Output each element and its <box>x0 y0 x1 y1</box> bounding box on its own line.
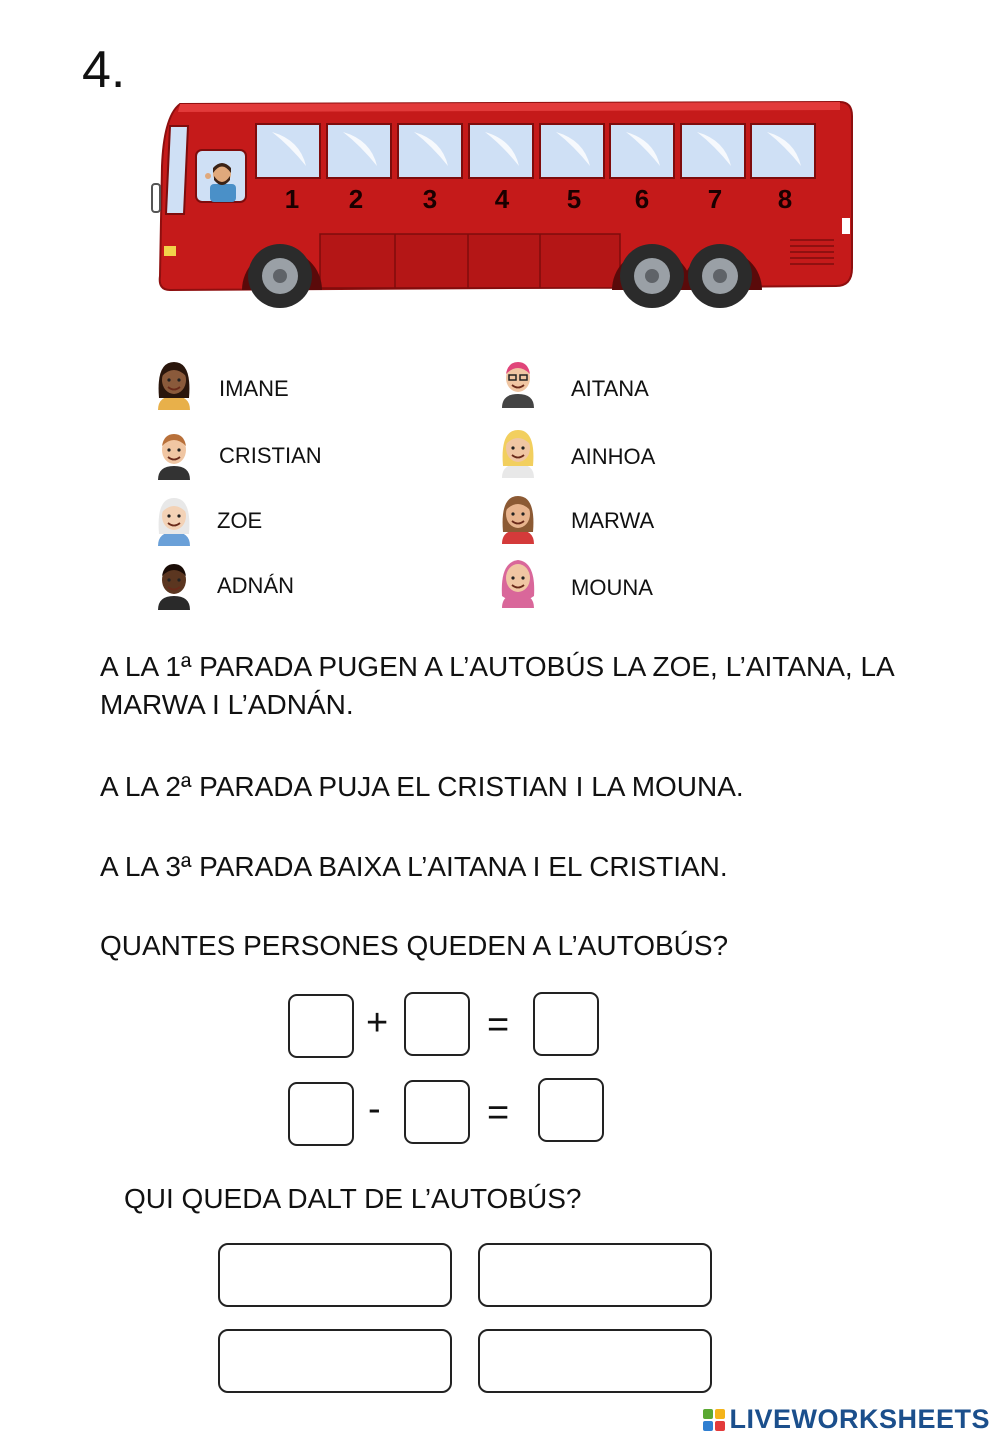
person-name: ADNÁN <box>217 573 295 598</box>
grandmother-avatar-icon <box>152 494 196 546</box>
equals-sign: = <box>487 1092 510 1134</box>
question-how-many: QUANTES PERSONES QUEDEN A L’AUTOBÚS? <box>100 930 729 961</box>
bus-window <box>469 124 533 178</box>
seat-number: 6 <box>634 184 650 214</box>
subtrahend-input-box[interactable] <box>404 1080 470 1144</box>
boy-dark-skin-avatar-icon <box>152 558 196 610</box>
person-name: AINHOA <box>571 444 656 469</box>
stop-3-text: A LA 3ª PARADA BAIXA L’AITANA I EL CRISTIAN. <box>100 851 728 882</box>
girl-brown-hair-avatar-icon <box>496 492 540 544</box>
wheel-icon <box>248 244 312 308</box>
addend-2-input-box[interactable] <box>404 992 470 1056</box>
person-name: ZOE <box>217 508 263 533</box>
answer-name-box-3[interactable] <box>218 1329 452 1393</box>
girl-pink-hair-glasses-avatar-icon <box>496 356 540 408</box>
wheel-icon <box>688 244 752 308</box>
bus-illustration <box>150 96 860 316</box>
question-who-remains: QUI QUEDA DALT DE L’AUTOBÚS? <box>124 1183 582 1214</box>
seat-number: 5 <box>566 184 582 214</box>
stop-1-text: A LA 1ª PARADA PUGEN A L’AUTOBÚS LA ZOE, L’AITANA, LA MARWA I L’ADNÁN. <box>100 651 894 720</box>
person-name: IMANE <box>219 376 289 401</box>
bus-window <box>751 124 815 178</box>
answer-name-box-2[interactable] <box>478 1243 712 1307</box>
bus-window <box>256 124 320 178</box>
boy-avatar-icon <box>152 428 196 480</box>
bus-window <box>610 124 674 178</box>
stop-2-text: A LA 2ª PARADA PUJA EL CRISTIAN I LA MOUNA. <box>100 771 744 802</box>
equals-sign: = <box>487 1004 510 1046</box>
girl-headscarf-avatar-icon <box>496 556 540 608</box>
answer-name-box-4[interactable] <box>478 1329 712 1393</box>
minuend-input-box[interactable] <box>288 1082 354 1146</box>
answer-name-box-1[interactable] <box>218 1243 452 1307</box>
seat-number: 1 <box>284 184 300 214</box>
difference-input-box[interactable] <box>538 1078 604 1142</box>
sum-input-box[interactable] <box>533 992 599 1056</box>
addend-1-input-box[interactable] <box>288 994 354 1058</box>
minus-sign: - <box>368 1088 381 1130</box>
wheel-icon <box>620 244 684 308</box>
girl-blonde-avatar-icon <box>496 426 540 478</box>
liveworksheets-logo <box>703 1404 990 1435</box>
person-name: CRISTIAN <box>219 443 322 468</box>
bus-window <box>327 124 391 178</box>
exercise-number: 4. <box>82 41 126 99</box>
liveworksheets-logo-icon <box>703 1409 725 1431</box>
seat-number: 4 <box>494 184 510 214</box>
plus-sign: + <box>366 1002 389 1044</box>
bus-window <box>681 124 745 178</box>
seat-number: 7 <box>707 184 723 214</box>
person-name: MARWA <box>571 508 655 533</box>
liveworksheets-brand: LIVEWORKSHEETS <box>729 1404 990 1434</box>
person-name: AITANA <box>571 376 649 401</box>
person-name: MOUNA <box>571 575 653 600</box>
bus-window <box>398 124 462 178</box>
seat-number: 3 <box>422 184 438 214</box>
girl-dark-hair-avatar-icon <box>152 358 196 410</box>
seat-number: 8 <box>777 184 793 214</box>
bus-window <box>540 124 604 178</box>
seat-number: 2 <box>348 184 364 214</box>
